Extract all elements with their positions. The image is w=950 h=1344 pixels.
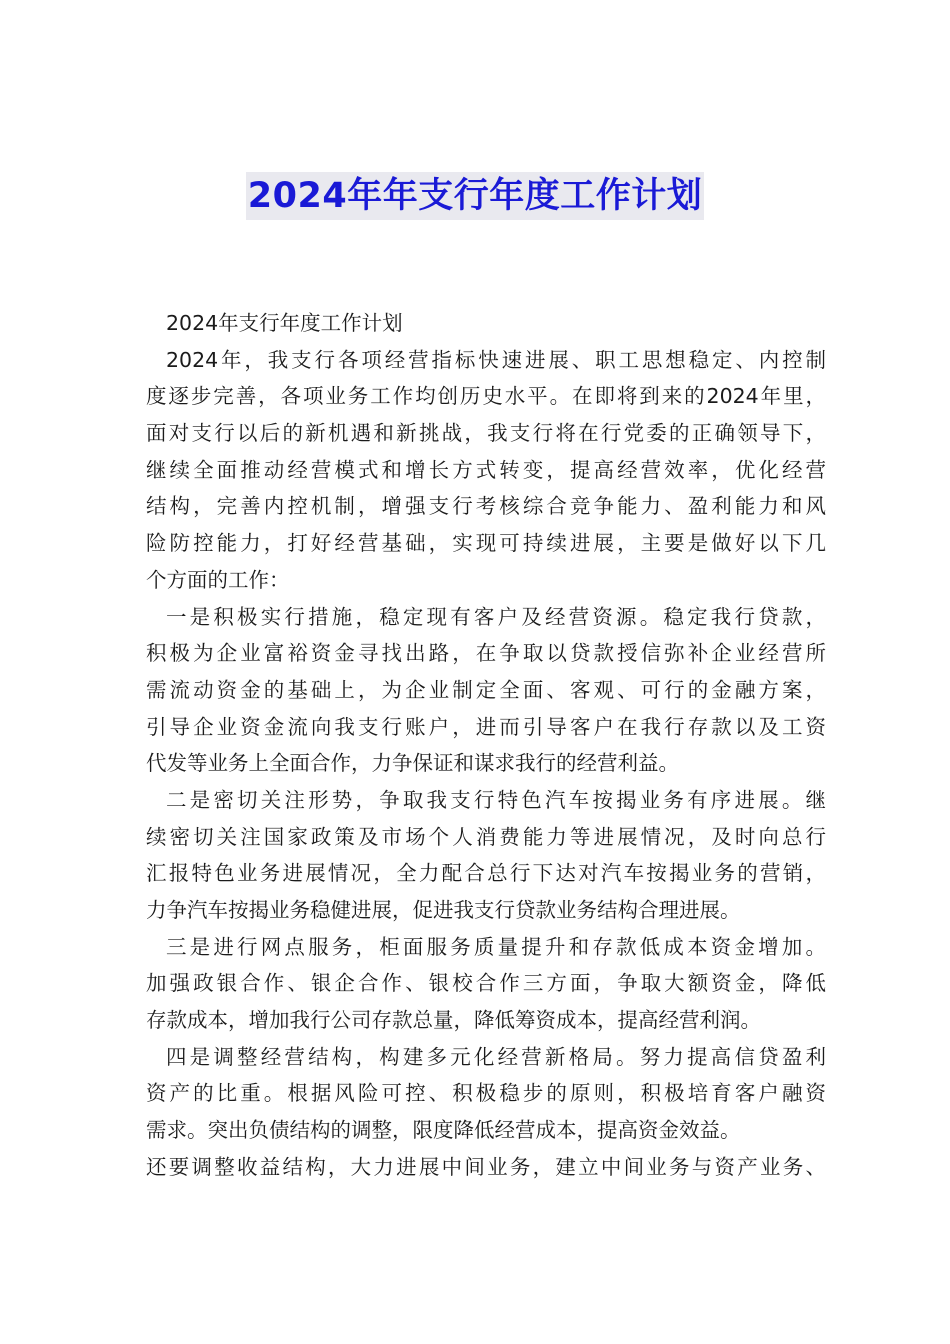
text-line: 2024年，我支行各项经营指标快速进展、职工思想稳定、内控制 [166,347,826,372]
text-line: 代发等业务上全面合作，力争保证和谋求我行的经营利益。 [146,751,679,776]
text-line: 三是进行网点服务，柜面服务质量提升和存款低成本资金增加。 [166,934,826,959]
text-line: 险防控能力，打好经营基础，实现可持续进展，主要是做好以下几 [146,531,826,556]
text-line: 面对支行以后的新机遇和新挑战，我支行将在行党委的正确领导下， [146,421,826,446]
text-line: 一是积极实行措施，稳定现有客户及经营资源。稳定我行贷款， [166,604,826,629]
text-line: 资产的比重。根据风险可控、积极稳步的原则，积极培育客户融资 [146,1081,826,1106]
text-line: 加强政银合作、银企合作、银校合作三方面，争取大额资金，降低 [146,971,826,996]
text-line: 汇报特色业务进展情况，全力配合总行下达对汽车按揭业务的营销， [146,861,826,886]
text-line: 续密切关注国家政策及市场个人消费能力等进展情况，及时向总行 [146,824,826,849]
text-line: 引导企业资金流向我支行账户，进而引导客户在我行存款以及工资 [146,714,826,739]
text-line: 度逐步完善，各项业务工作均创历史水平。在即将到来的2024年里， [146,384,826,409]
text-line: 需流动资金的基础上，为企业制定全面、客观、可行的金融方案， [146,677,826,702]
document-body [146,305,826,1186]
title-container [0,172,950,220]
text-line: 需求。突出负债结构的调整，限度降低经营成本，提高资金效益。 [146,1118,741,1143]
text-line: 2024年支行年度工作计划 [166,311,403,335]
text-line: 还要调整收益结构，大力进展中间业务，建立中间业务与资产业务、 [146,1154,826,1179]
text-line: 积极为企业富裕资金寻找出路，在争取以贷款授信弥补企业经营所 [146,641,826,666]
text-line: 个方面的工作： [146,567,290,592]
document-title: 2024年年支行年度工作计划 [246,172,704,220]
text-line: 二是密切关注形势，争取我支行特色汽车按揭业务有序进展。继 [166,787,826,812]
text-line: 四是调整经营结构，构建多元化经营新格局。努力提高信贷盈利 [166,1044,826,1069]
text-line: 存款成本，增加我行公司存款总量，降低筹资成本，提高经营利润。 [146,1008,761,1033]
text-line: 结构，完善内控机制，增强支行考核综合竞争能力、盈利能力和风 [146,494,826,519]
text-line: 力争汽车按揭业务稳健进展，促进我支行贷款业务结构合理进展。 [146,898,741,922]
text-line: 继续全面推动经营模式和增长方式转变，提高经营效率，优化经营 [146,457,826,482]
